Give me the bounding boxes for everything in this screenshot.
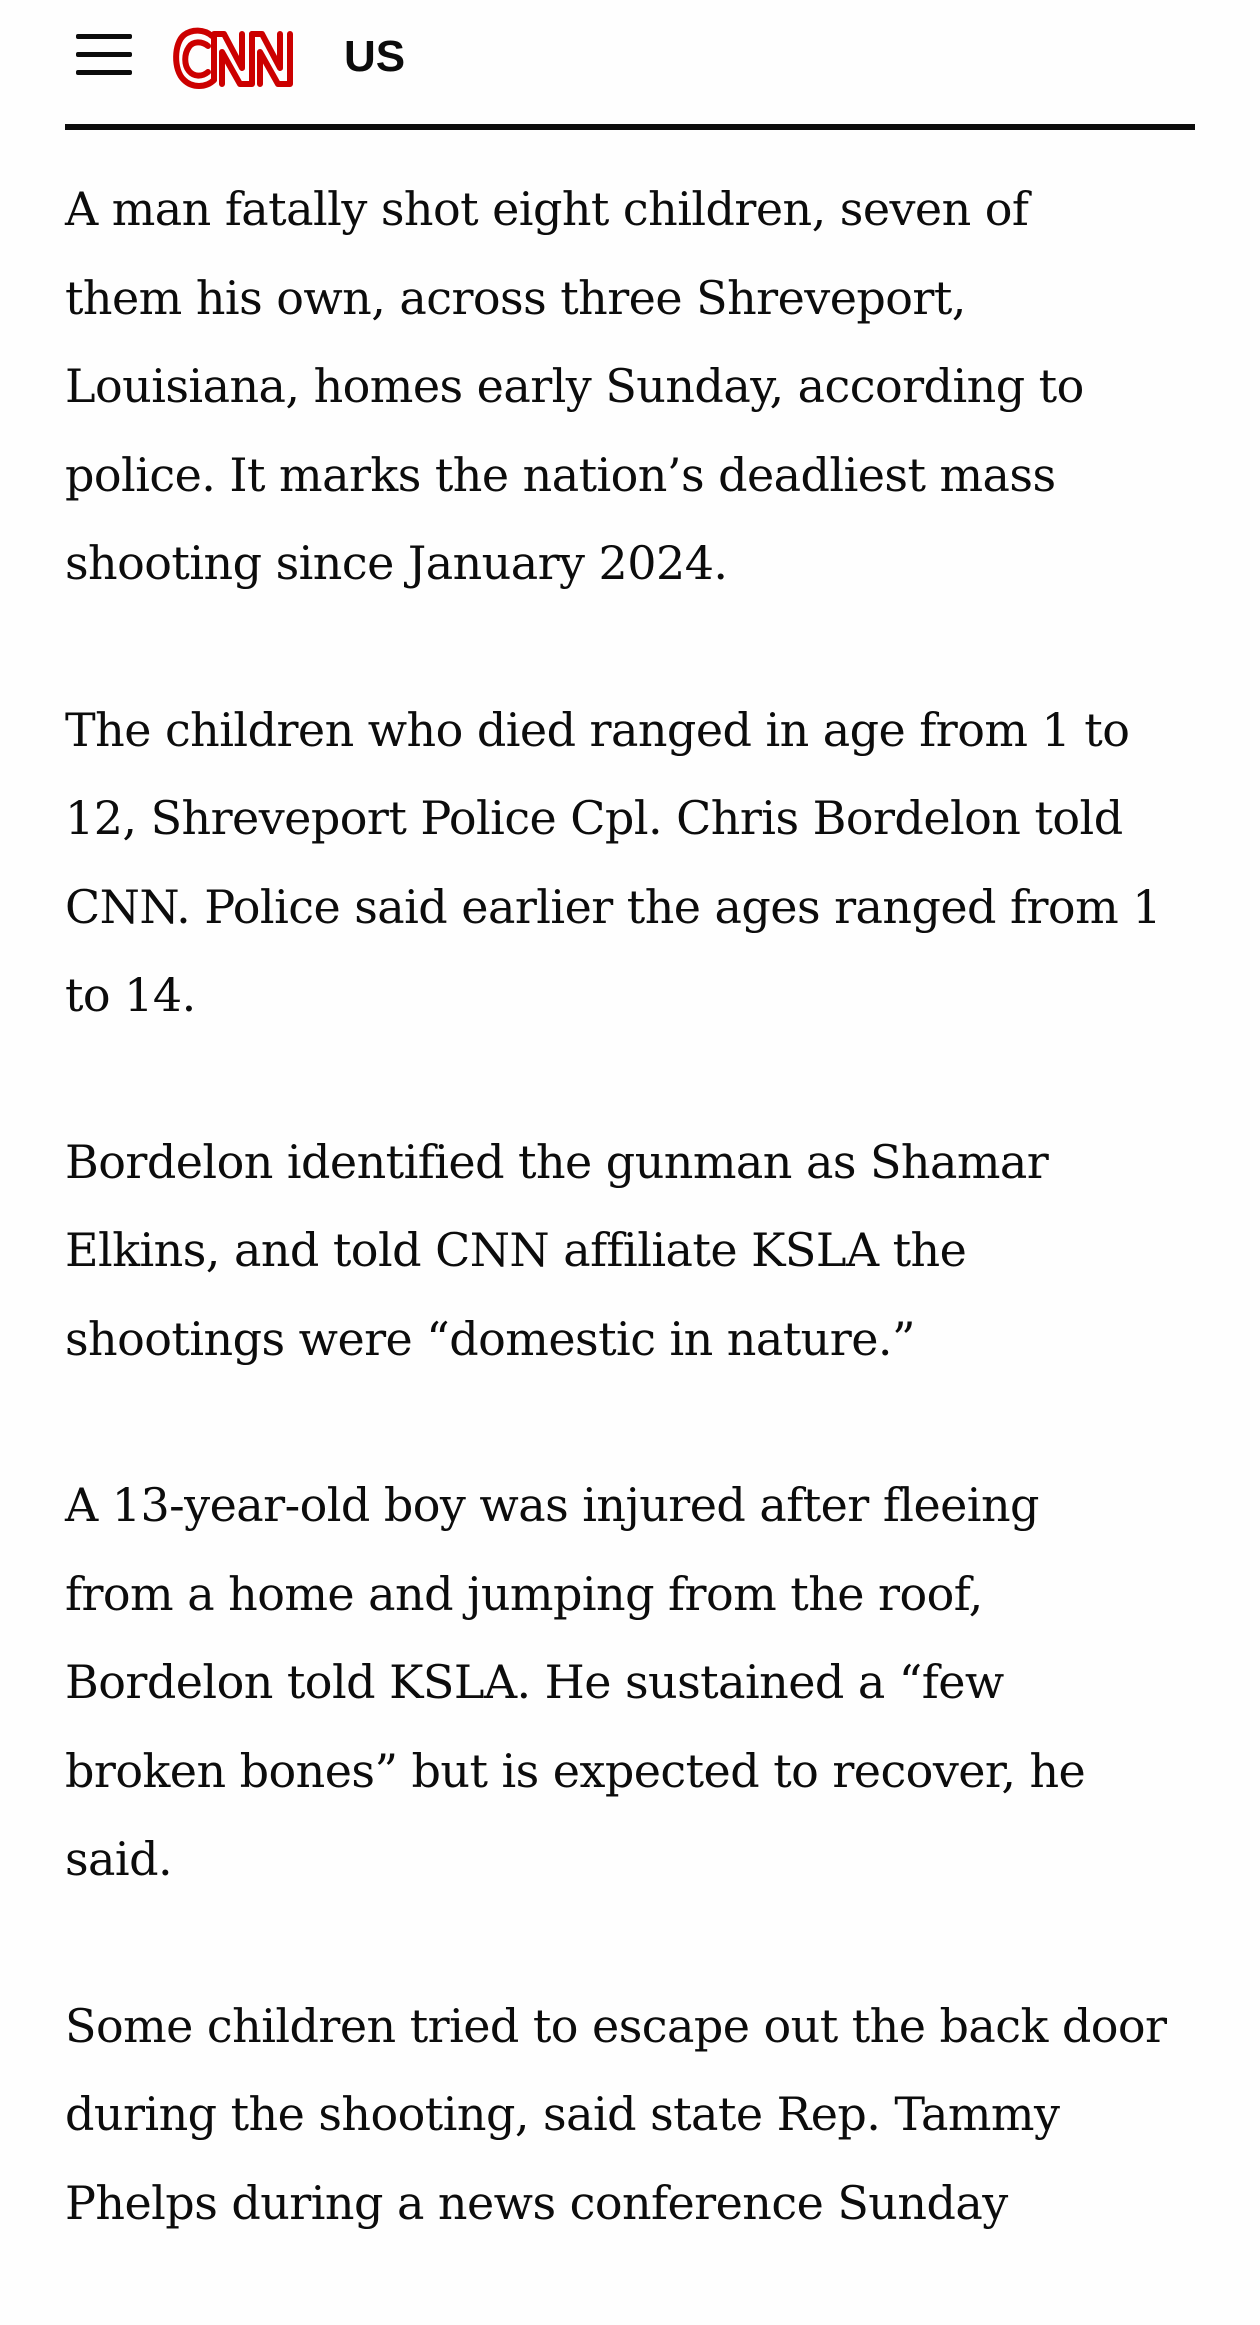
article-paragraph: Some children tried to escape out the back door during the shooting, said state Rep. Tammy Phelps during a news conference Sunday: [65, 1998, 1167, 2230]
edition-link[interactable]: US: [344, 32, 406, 81]
hamburger-menu-icon[interactable]: [72, 28, 136, 80]
article-paragraph: The children who died ranged in age from 1 to 12, Shreveport Police Cpl. Chris Bordelon told CNN. Police said earlier the ages ranged from 1 to 14.: [65, 702, 1161, 1022]
header-divider: [65, 124, 1195, 130]
cnn-logo[interactable]: [168, 22, 320, 96]
site-header: [0, 0, 1260, 130]
article-paragraph: A 13-year-old boy was injured after fleeing from a home and jumping from the roof, Bordelon told KSLA. He sustained a “few broken bones” but is expected to recover, he said.: [65, 1478, 1086, 1886]
article-body: [65, 165, 1205, 2325]
article-paragraph: Bordelon identified the gunman as Shamar Elkins, and told CNN affiliate KSLA the shootings were “domestic in nature.”: [65, 1134, 1049, 1366]
article-paragraph: A man fatally shot eight children, seven of them his own, across three Shreveport, Louisiana, homes early Sunday, according to police. It marks the nation’s deadliest mass shooting since January 2024.: [65, 182, 1084, 590]
